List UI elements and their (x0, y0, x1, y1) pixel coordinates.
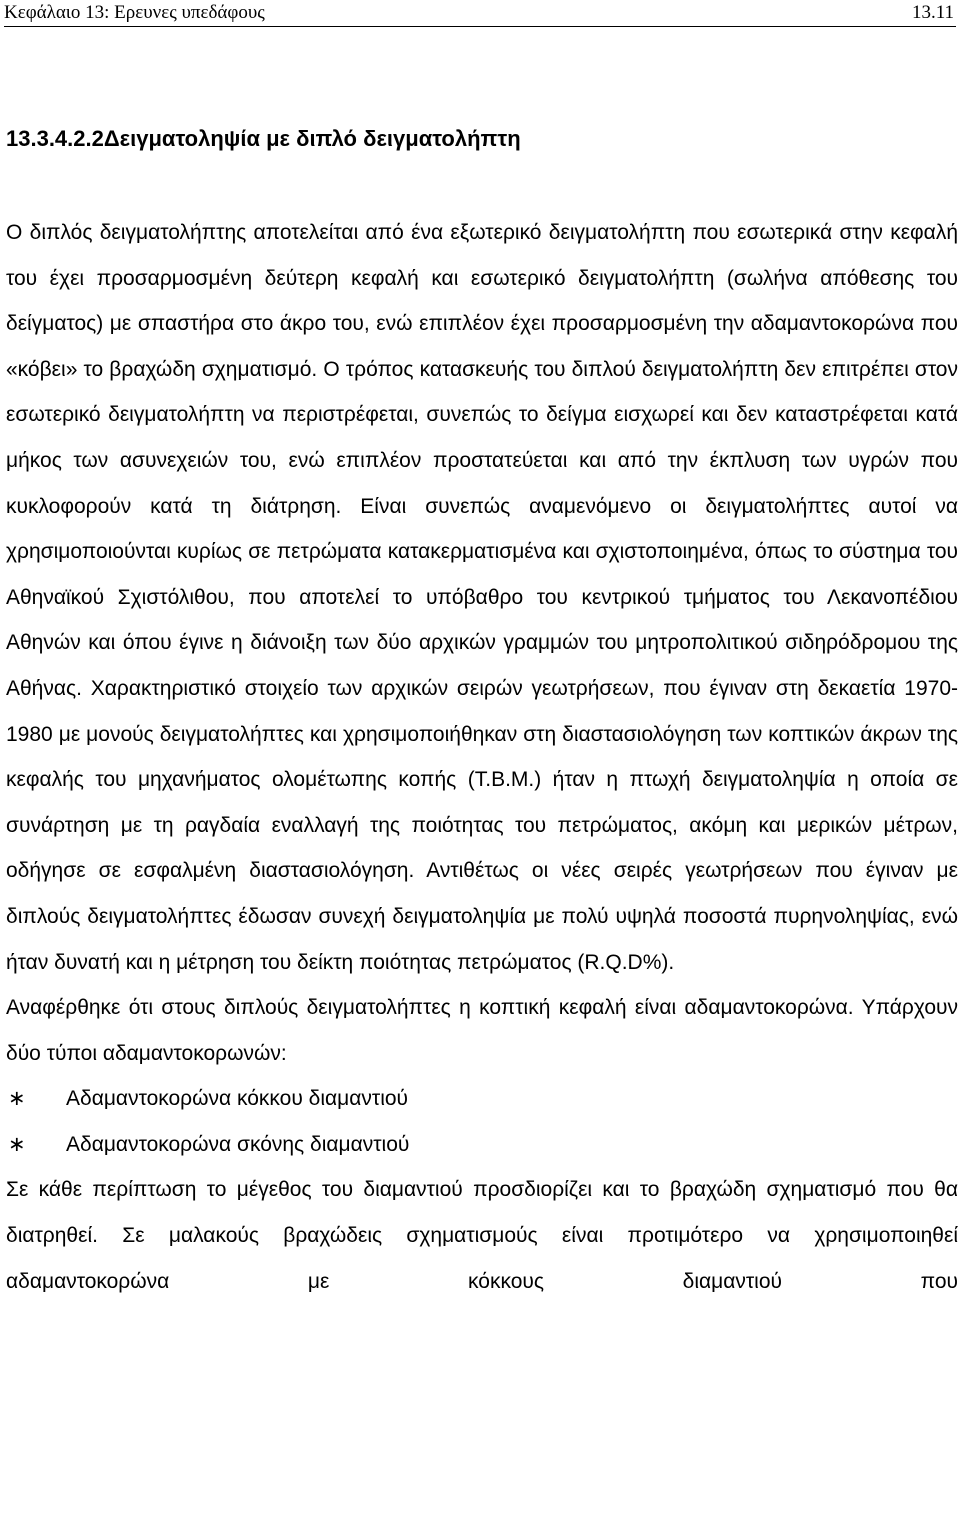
list-item-text: Αδαμαντοκορώνα κόκκου διαμαντιού (66, 1087, 409, 1111)
closing-paragraph: Σε κάθε περίπτωση το μέγεθος του διαμαντιού προσδιορίζει και το βραχώδη σχηματισμό που θα διατρηθεί. Σε μαλακούς βραχώδεις σχηματισμούς είναι προτιμότερο να χρησιμοποιηθεί αδαμαντοκορώνα με κόκκους διαμαντιού που (6, 1178, 958, 1293)
section-heading: 13.3.4.2.2Δειγματοληψία με διπλό δειγματολήπτη (6, 126, 521, 151)
bullet-star-icon: ∗ (8, 1132, 26, 1156)
paragraph: Ο διπλός δειγματολήπτης αποτελείται από ένα εξωτερικό δειγματολήπτη που εσωτερικά στην κεφαλή του έχει προσαρμοσμένη δεύτερη κεφαλή και εσωτερικό δειγματολήπτη (σωλήνα απόθεσης του δείγματος) με σπαστήρα στο άκρο του, ενώ επιπλέον έχει προσαρμοσμένη την αδαμαντοκορώνα που «κόβει» το βραχώδη σχηματισμό. Ο τρόπος κατασκευής του διπλού δειγματολήπτη δεν επιτρέπει στον εσωτερικό δειγματολήπτη να περιστρέφεται, συνεπώς το δείγμα εισχωρεί και δεν καταστρέφεται κατά μήκος των ασυνεχειών του, ενώ επιπλέον προστατεύεται και από την έκπλυση των υγρών που κυκλοφορούν κατά τη διάτρηση. Είναι συνεπώς αναμενόμενο οι δειγματολήπτες αυτοί να χρησιμοποιούνται κυρίως σε πετρώματα κατακερματισμένα και σχιστοποιημένα, όπως το σύστημα του Αθηναϊκού Σχιστόλιθου, που αποτελεί το υπόβαθρο του κεντρικού τμήματος του Λεκανοπέδιου Αθηνών και όπου έγινε η διάνοιξη των δύο αρχικών γραμμών του μητροπολιτικού σιδηρόδρομου της Αθήνας. Χαρακτηριστικό στοιχείο των αρχικών σειρών γεωτρήσεων, που έγιναν στη δεκαετία 1970-1980 με μονούς δειγματολήπτες και χρησιμοποιήθηκαν στη διαστασιολόγηση των κοπτικών άκρων της κεφαλής του μηχανήματος ολομέτωπης κοπής (Τ.Β.Μ.) ήταν η πτωχή δειγματοληψία η οποία σε συνάρτηση με τη ραγδαία εναλλαγή της ποιότητας του πετρώματος, ακόμη και μερικών μέτρων, οδήγησε σε εσφαλμένη διαστασιολόγηση. Αντιθέτως οι νέες σειρές γεωτρήσεων που έγιναν με διπλούς δειγματολήπτες έδωσαν συνεχή δειγματοληψία με πολύ υψηλά ποσοστά πυρηνοληψίας, ενώ ήταν δυνατή και η μέτρηση του δείκτη ποιότητας πετρώματος (R.Q.D%). (6, 221, 958, 974)
list-item-text: Αδαμαντοκορώνα σκόνης διαμαντιού (66, 1132, 410, 1156)
list-item (6, 1076, 958, 1122)
body-text (6, 210, 958, 1304)
page-header (4, 2, 956, 27)
bullet-list (6, 1076, 958, 1167)
list-item (6, 1122, 958, 1168)
chapter-title: Κεφάλαιο 13: Ερευνες υπεδάφους (4, 2, 265, 23)
bullet-star-icon: ∗ (8, 1087, 26, 1111)
page-number: 13.11 (911, 2, 954, 23)
paragraph: Αναφέρθηκε ότι στους διπλούς δειγματολήπτες η κοπτική κεφαλή είναι αδαμαντοκορώνα. Υπάρχουν δύο τύποι αδαμαντοκορωνών: (6, 996, 958, 1065)
